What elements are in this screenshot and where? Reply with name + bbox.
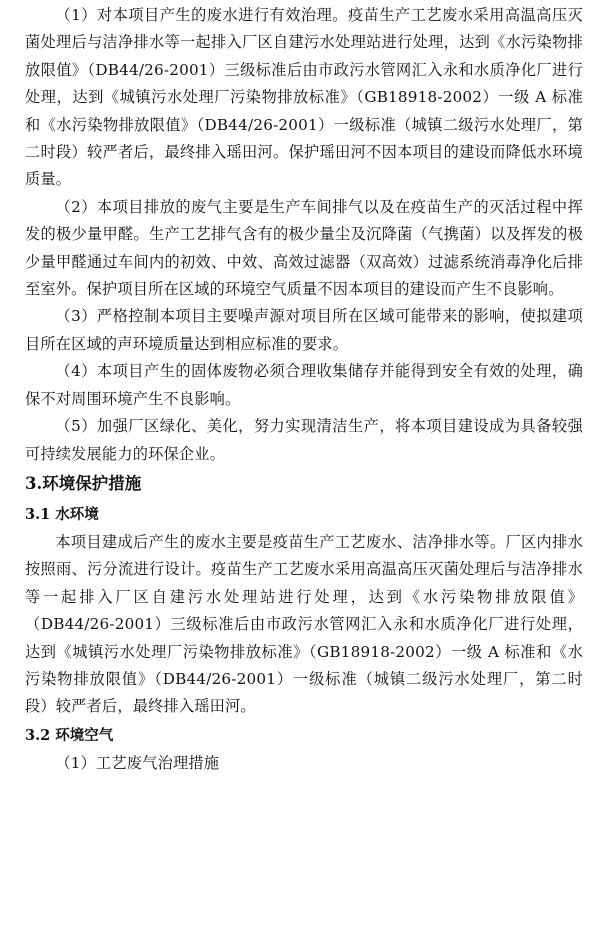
section-heading-environmental-measures: 3.环境保护措施 — [25, 473, 142, 493]
paragraph-water-environment: 本项目建成后产生的废水主要是疫苗生产工艺废水、洁净排水等。厂区内排水按照雨、污分流进行设计。疫苗生产工艺废水采用高温高压灭菌处理后与洁净排水等一起排入厂区自建污水处理站进行处理，达到《水污染物排放限值》（DB44/26-2001）三级标准后由市政污水管网汇入永和水质净化厂进行处理，达到《城镇污水处理厂污染物排放标准》（GB18918-2002）一级 A 标准和《水污染物排放限值》（DB44/26-2001）一级标准（城镇二级污水处理厂，第二时段）较严者后，最终排入瑶田河。 — [25, 532, 583, 716]
paragraph-noise-control: （3）严格控制本项目主要噪声源对项目所在区域可能带来的影响，使拟建项目所在区域的声环境质量达到相应标准的要求。 — [25, 307, 583, 353]
paragraph-greening: （5）加强厂区绿化、美化，努力实现清洁生产，将本项目建设成为具备较强可持续发展能力的环保企业。 — [25, 417, 583, 463]
subsection-heading-water: 3.1 水环境 — [25, 505, 99, 523]
paragraph-exhaust-gas: （2）本项目排放的废气主要是生产车间排气以及在疫苗生产的灭活过程中挥发的极少量甲醛。生产工艺排气含有的极少量尘及沉降菌（气携菌）以及挥发的极少量甲醛通过车间内的初效、中效、高效过滤器（双高效）过滤系统消毒净化后排至室外。保护项目所在区域的环境空气质量不因本项目的建设而产生不良影响。 — [25, 197, 583, 299]
paragraph-process-exhaust-item: （1）工艺废气治理措施 — [55, 753, 220, 772]
subsection-heading-air: 3.2 环境空气 — [25, 726, 114, 744]
paragraph-solid-waste: （4）本项目产生的固体废物必须合理收集储存并能得到安全有效的处理，确保不对周围环境产生不良影响。 — [25, 362, 583, 408]
paragraph-water-treatment: （1）对本项目产生的废水进行有效治理。疫苗生产工艺废水采用高温高压灭菌处理后与洁净排水等一起排入厂区自建污水处理站进行处理，达到《水污染物排放限值》（DB44/26-2001）三级标准后由市政污水管网汇入永和水质净化厂进行处理，达到《城镇污水处理厂污染物排放标准》（GB18918-2002）一级 A 标准和《水污染物排放限值》（DB44/26-2001）一级标准（城镇二级污水处理厂，第二时段）较严者后，最终排入瑶田河。保护瑶田河不因本项目的建设而降低水环境质量。 — [25, 6, 583, 189]
